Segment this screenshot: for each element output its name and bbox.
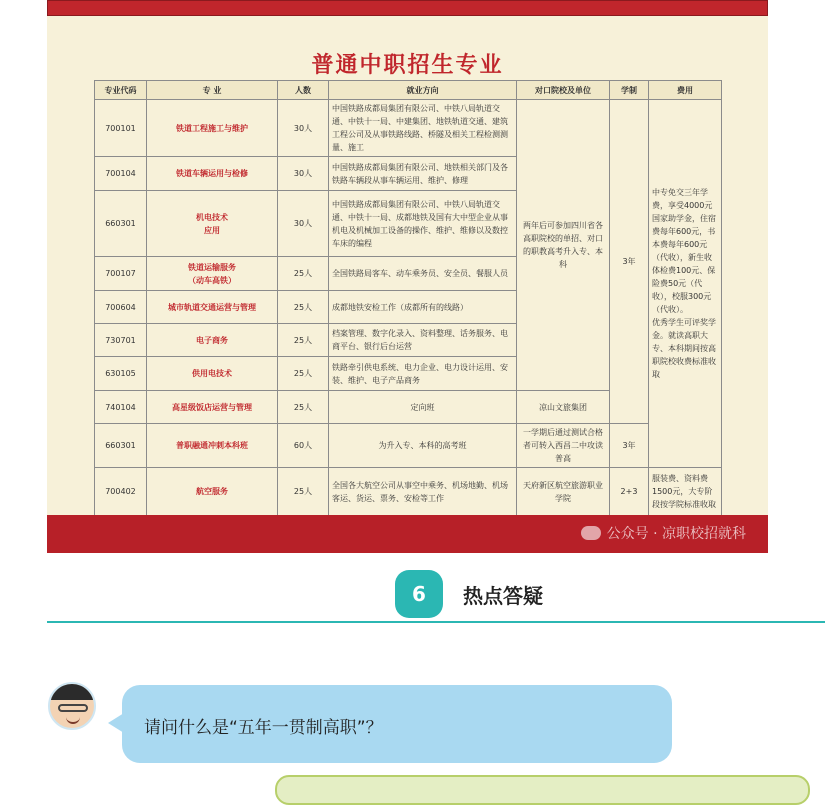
cell-major: 普职融通冲刺本科班 bbox=[147, 424, 278, 468]
avatar-mouth bbox=[66, 717, 80, 724]
cell-code: 660301 bbox=[95, 424, 147, 468]
cell-code: 630105 bbox=[95, 357, 147, 391]
cell-major: 铁道工程施工与维护 bbox=[147, 100, 278, 157]
cell-code: 740104 bbox=[95, 391, 147, 424]
table-row bbox=[95, 468, 722, 516]
header-major: 专 业 bbox=[147, 81, 278, 100]
watermark bbox=[581, 523, 746, 543]
wechat-icon bbox=[581, 526, 601, 540]
cell-fee: 服装费、资料费1500元，大专阶段按学院标准收取 bbox=[649, 468, 722, 516]
cell-count: 30人 bbox=[278, 191, 329, 257]
poster-title: 普通中职招生专业 bbox=[311, 53, 504, 78]
answer-bubble-partial bbox=[275, 775, 810, 805]
question-bubble bbox=[122, 685, 672, 763]
cell-major bbox=[147, 257, 278, 291]
avatar-glasses bbox=[58, 704, 88, 712]
cell-institution-merged: 两年后可参加四川省各高职院校的单招、对口的职教高考升入专、本科 bbox=[517, 100, 610, 391]
table-row bbox=[95, 100, 722, 157]
table-header-row bbox=[95, 81, 722, 100]
major-line-2: 应用 bbox=[204, 225, 220, 235]
cell-count: 25人 bbox=[278, 468, 329, 516]
cell-direction: 铁路牵引供电系统、电力企业、电力设计运用、安装、维护、电子产品商务 bbox=[329, 357, 517, 391]
cell-major: 供用电技术 bbox=[147, 357, 278, 391]
cell-count: 60人 bbox=[278, 424, 329, 468]
majors-table bbox=[94, 80, 722, 516]
poster-footer bbox=[47, 515, 768, 553]
top-banner-strip bbox=[47, 0, 768, 16]
header-count: 人数 bbox=[278, 81, 329, 100]
major-line-1: 铁道运输服务 bbox=[188, 262, 236, 272]
cell-count: 30人 bbox=[278, 157, 329, 191]
cell-count: 25人 bbox=[278, 391, 329, 424]
watermark-text: 公众号 · 凉职校招就科 bbox=[606, 526, 746, 542]
cell-direction: 成都地铁安检工作（成都所有的线路） bbox=[329, 291, 517, 324]
cell-count: 25人 bbox=[278, 324, 329, 357]
cell-count: 25人 bbox=[278, 257, 329, 291]
avatar bbox=[48, 682, 96, 730]
cell-direction: 全国各大航空公司从事空中乘务、机场地勤、机场客运、货运、票务、安检等工作 bbox=[329, 468, 517, 516]
cell-count: 30人 bbox=[278, 100, 329, 157]
cell-institution: 一学期后通过测试合格者可转入西昌二中攻读普高 bbox=[517, 424, 610, 468]
header-direction: 就业方向 bbox=[329, 81, 517, 100]
cell-institution: 天府新区航空旅游职业学院 bbox=[517, 468, 610, 516]
cell-institution: 凉山文旅集团 bbox=[517, 391, 610, 424]
cell-major bbox=[147, 191, 278, 257]
cell-major: 航空服务 bbox=[147, 468, 278, 516]
table-row bbox=[95, 424, 722, 468]
cell-duration-merged: 3年 bbox=[610, 100, 649, 424]
enrollment-poster bbox=[47, 16, 768, 553]
header-institution: 对口院校及单位 bbox=[517, 81, 610, 100]
cell-code: 730701 bbox=[95, 324, 147, 357]
section-divider bbox=[47, 621, 825, 623]
cell-fee-merged: 中专免交三年学费，享受4000元国家助学金，住宿费每年600元，书本费每年600元（代收），新生收体检费100元、保险费50元（代收），校服300元（代收）。 优秀学生可评奖学金。就读高职大专、本科期间按高职院校收费标准收取 bbox=[649, 100, 722, 468]
header-code: 专业代码 bbox=[95, 81, 147, 100]
cell-major: 铁道车辆运用与检修 bbox=[147, 157, 278, 191]
header-duration: 学制 bbox=[610, 81, 649, 100]
major-line-2: （动车高铁） bbox=[188, 275, 236, 285]
avatar-hair bbox=[50, 684, 96, 700]
cell-code: 700101 bbox=[95, 100, 147, 157]
cell-direction: 定向班 bbox=[329, 391, 517, 424]
cell-direction: 中国铁路成都局集团有限公司、中铁八局轨道交通、中铁十一局、成都地铁及国有大中型企业从事机电及机械加工设备的操作、维护、维修以及数控车床的编程 bbox=[329, 191, 517, 257]
cell-direction: 档案管理、数字化录入、资料整理、话务服务、电商平台、银行后台运营 bbox=[329, 324, 517, 357]
cell-code: 660301 bbox=[95, 191, 147, 257]
section-title: 热点答疑 bbox=[463, 584, 543, 608]
header-fee: 费用 bbox=[649, 81, 722, 100]
cell-code: 700107 bbox=[95, 257, 147, 291]
cell-direction: 为升入专、本科的高考班 bbox=[329, 424, 517, 468]
cell-count: 25人 bbox=[278, 291, 329, 324]
major-line-1: 机电技术 bbox=[196, 212, 228, 222]
cell-code: 700604 bbox=[95, 291, 147, 324]
cell-major: 电子商务 bbox=[147, 324, 278, 357]
cell-direction: 中国铁路成都局集团有限公司、中铁八局轨道交通、中铁十一局、中建集团、地铁轨道交通、建筑工程公司及从事铁路线路、桥隧及相关工程检测测量、施工 bbox=[329, 100, 517, 157]
cell-code: 700104 bbox=[95, 157, 147, 191]
question-text: 请问什么是“五年一贯制高职”？ bbox=[144, 718, 383, 738]
cell-major: 城市轨道交通运营与管理 bbox=[147, 291, 278, 324]
cell-direction: 全国铁路局客车、动车乘务员、安全员、餐服人员 bbox=[329, 257, 517, 291]
cell-direction: 中国铁路成都局集团有限公司、地铁相关部门及各铁路车辆段从事车辆运用、维护、修理 bbox=[329, 157, 517, 191]
cell-major: 高星级饭店运营与管理 bbox=[147, 391, 278, 424]
section-number-badge: 6 bbox=[395, 570, 443, 618]
cell-duration: 2+3 bbox=[610, 468, 649, 516]
cell-code: 700402 bbox=[95, 468, 147, 516]
cell-duration: 3年 bbox=[610, 424, 649, 468]
cell-count: 25人 bbox=[278, 357, 329, 391]
